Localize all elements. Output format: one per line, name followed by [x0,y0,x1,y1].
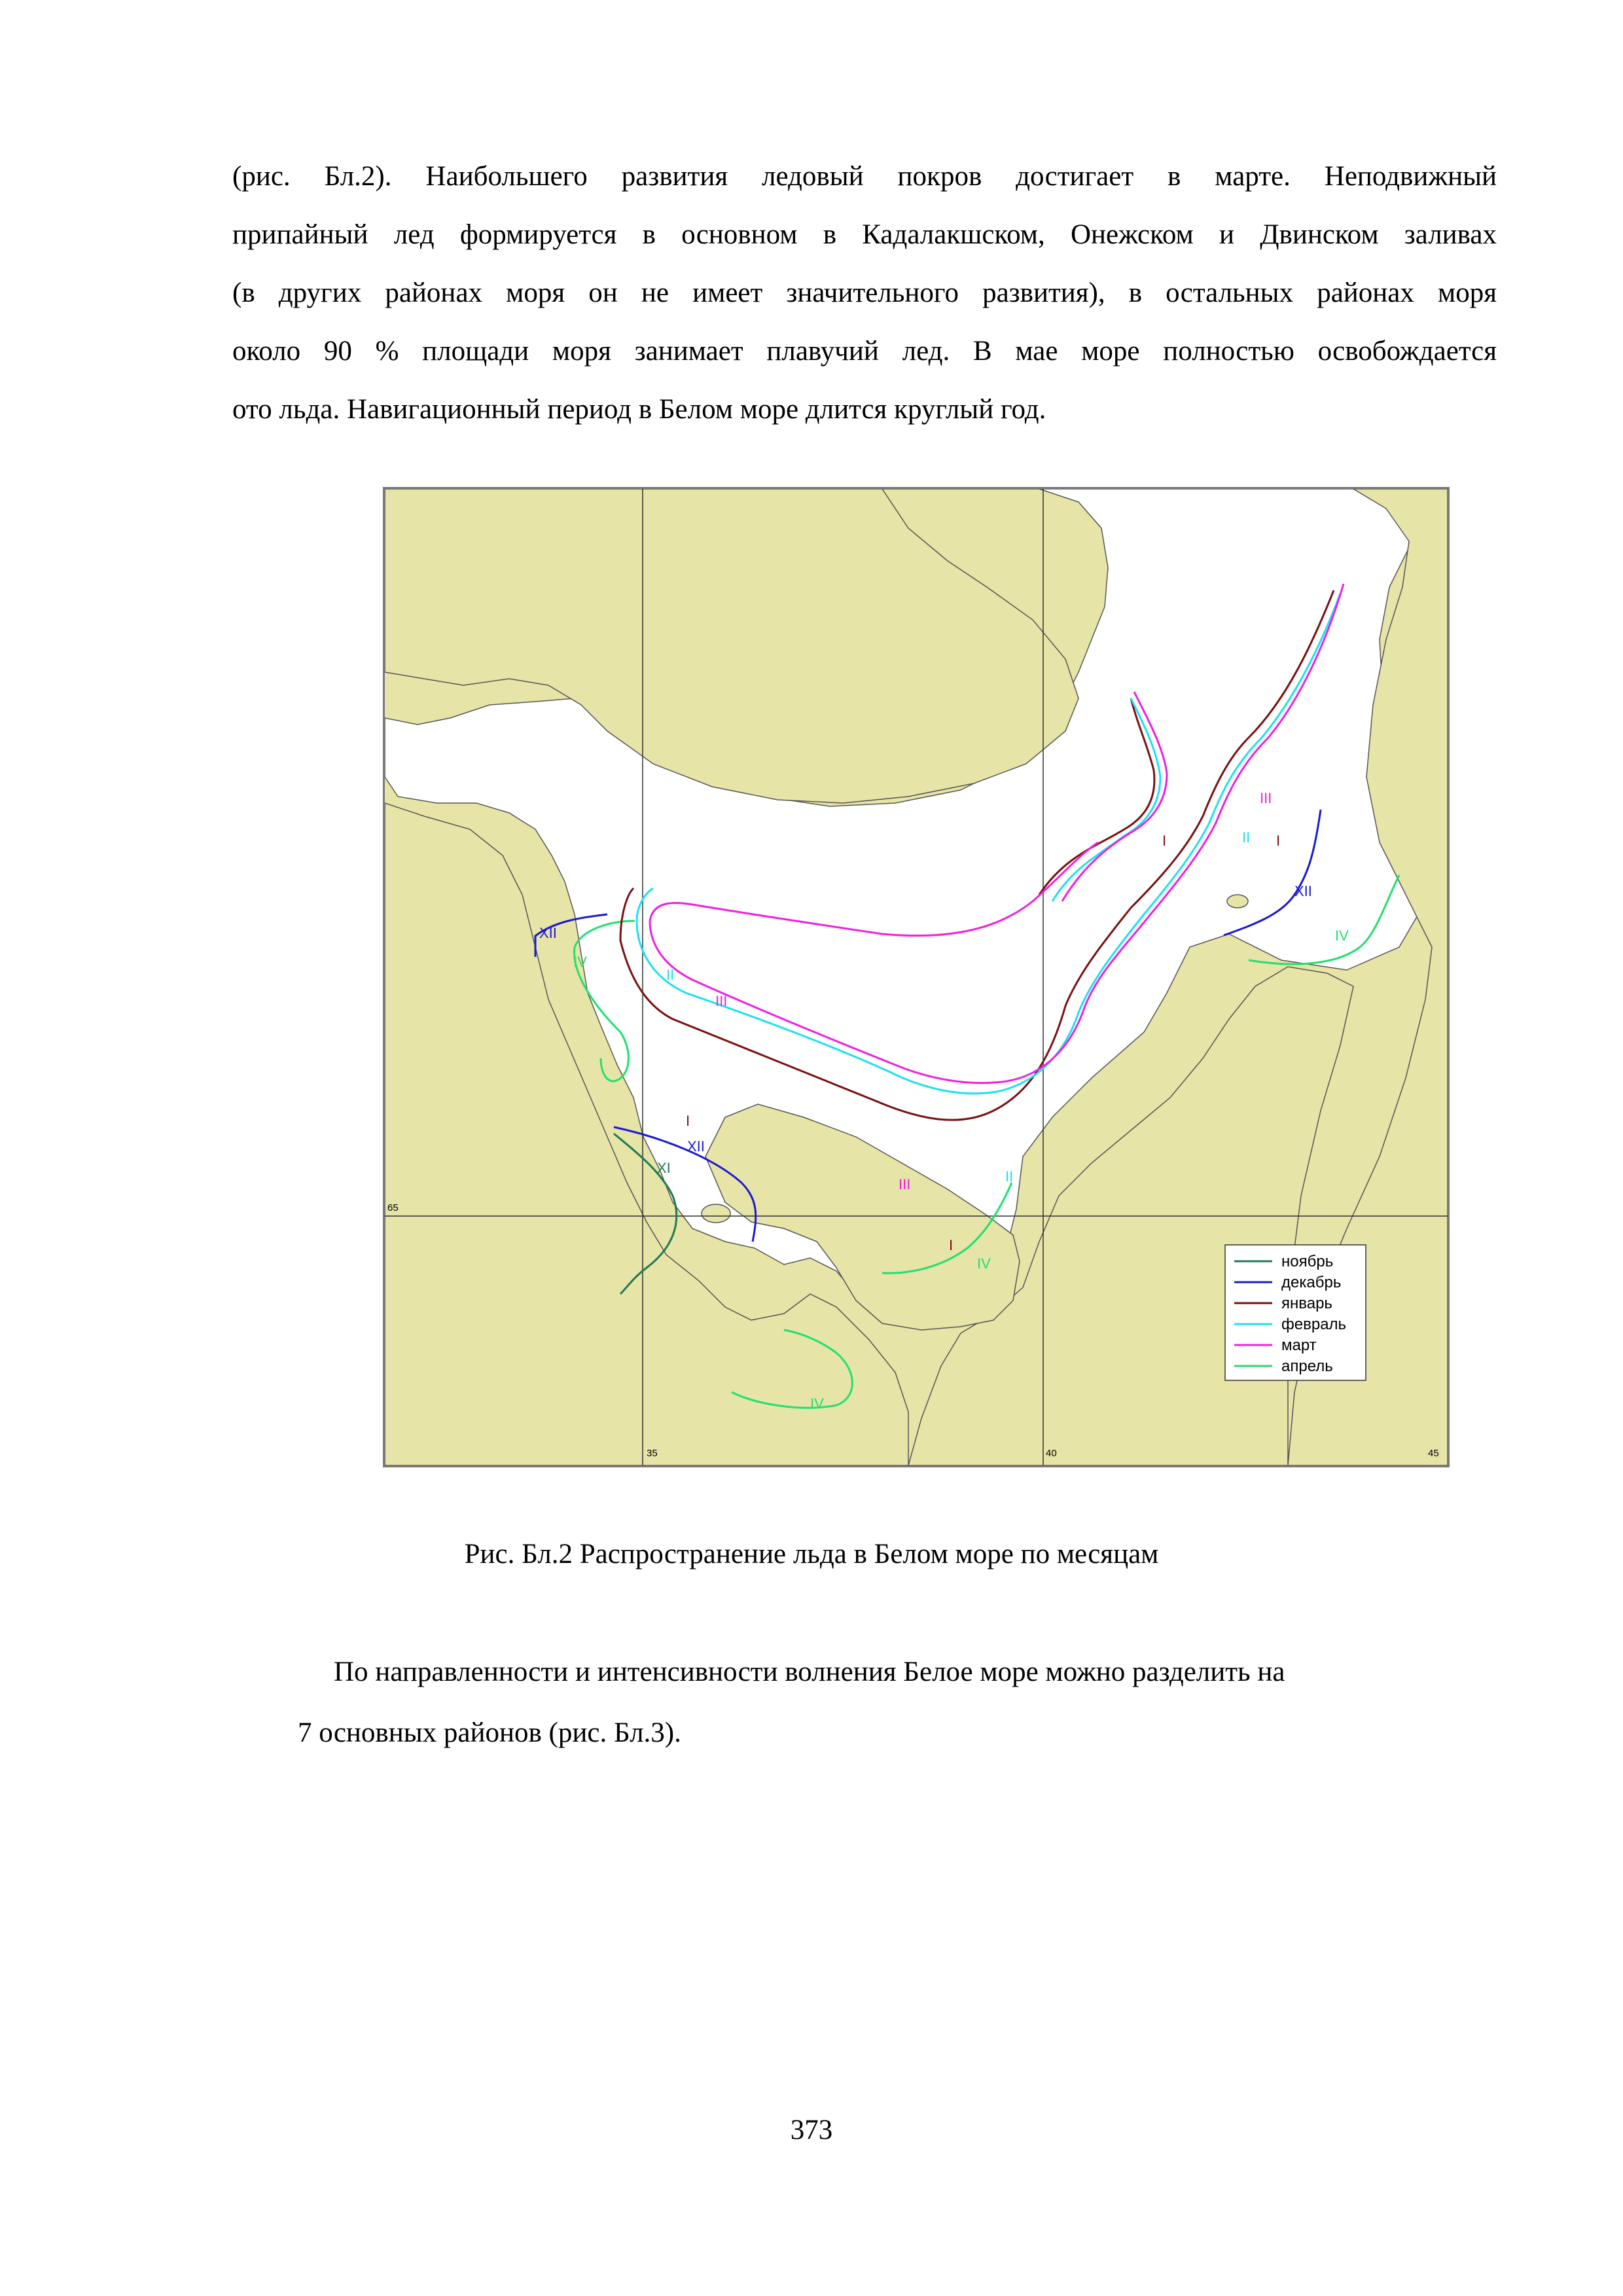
label-january: I [1276,833,1281,849]
label-march: III [1260,790,1272,806]
label-march: III [715,993,728,1009]
figure-caption: Рис. Бл.2 Распространение льда в Белом море по месяцам [464,1539,1159,1570]
paragraph-1-line: около 90 % площади моря занимает плавучий лед. В мае море полностью освобождается [232,336,1497,367]
label-february: II [1005,1168,1014,1185]
paragraph-1-line: (рис. Бл.2). Наибольшего развития ледовый покров достигает в марте. Неподвижный [232,161,1497,192]
label-december: XII [687,1138,705,1155]
label-january: I [1162,833,1167,849]
legend-label: март [1281,1336,1317,1354]
longitude-tick-label: 40 [1046,1448,1057,1459]
legend-label: апрель [1281,1357,1333,1375]
longitude-tick-label: 45 [1428,1448,1439,1459]
map-legend [1225,1245,1366,1380]
latitude-tick-label: 65 [387,1202,399,1213]
legend-label: ноябрь [1281,1253,1334,1270]
small-island [1227,895,1248,908]
label-january: I [949,1237,954,1253]
label-april: IV [810,1395,824,1412]
label-december: XII [1294,883,1312,899]
label-november: XI [657,1160,671,1176]
paragraph-1-line: припайный лед формируется в основном в Кадалакшском, Онежском и Двинском заливах [232,219,1497,250]
page-number: 373 [790,2115,833,2145]
paragraph-2-line: По направленности и интенсивности волнения Белое море можно разделить на [334,1657,1285,1687]
legend-label: февраль [1281,1316,1347,1333]
label-february: II [1242,829,1251,846]
small-island [702,1204,730,1223]
label-february: II [666,967,675,983]
paragraph-1 [232,147,1497,439]
label-april: IV [977,1255,991,1272]
paragraph-2 [298,1643,1495,1765]
paragraph-1-line: ото льда. Навигационный период в Белом море длится круглый год. [232,394,1046,425]
label-april: IV [1335,927,1349,944]
paragraph-1-line: (в других районах моря он не имеет значительного развития), в остальных районах моря [232,278,1497,308]
ice-extent-map [383,487,1450,1467]
legend-label: декабрь [1281,1274,1342,1291]
paragraph-2-line: 7 основных районов (рис. Бл.3). [298,1717,681,1748]
label-april: IV [573,954,587,970]
label-march: III [899,1176,911,1193]
legend-label: январь [1281,1295,1332,1312]
longitude-tick-label: 35 [647,1448,658,1459]
label-january: I [686,1113,690,1129]
label-december: XII [539,925,557,941]
